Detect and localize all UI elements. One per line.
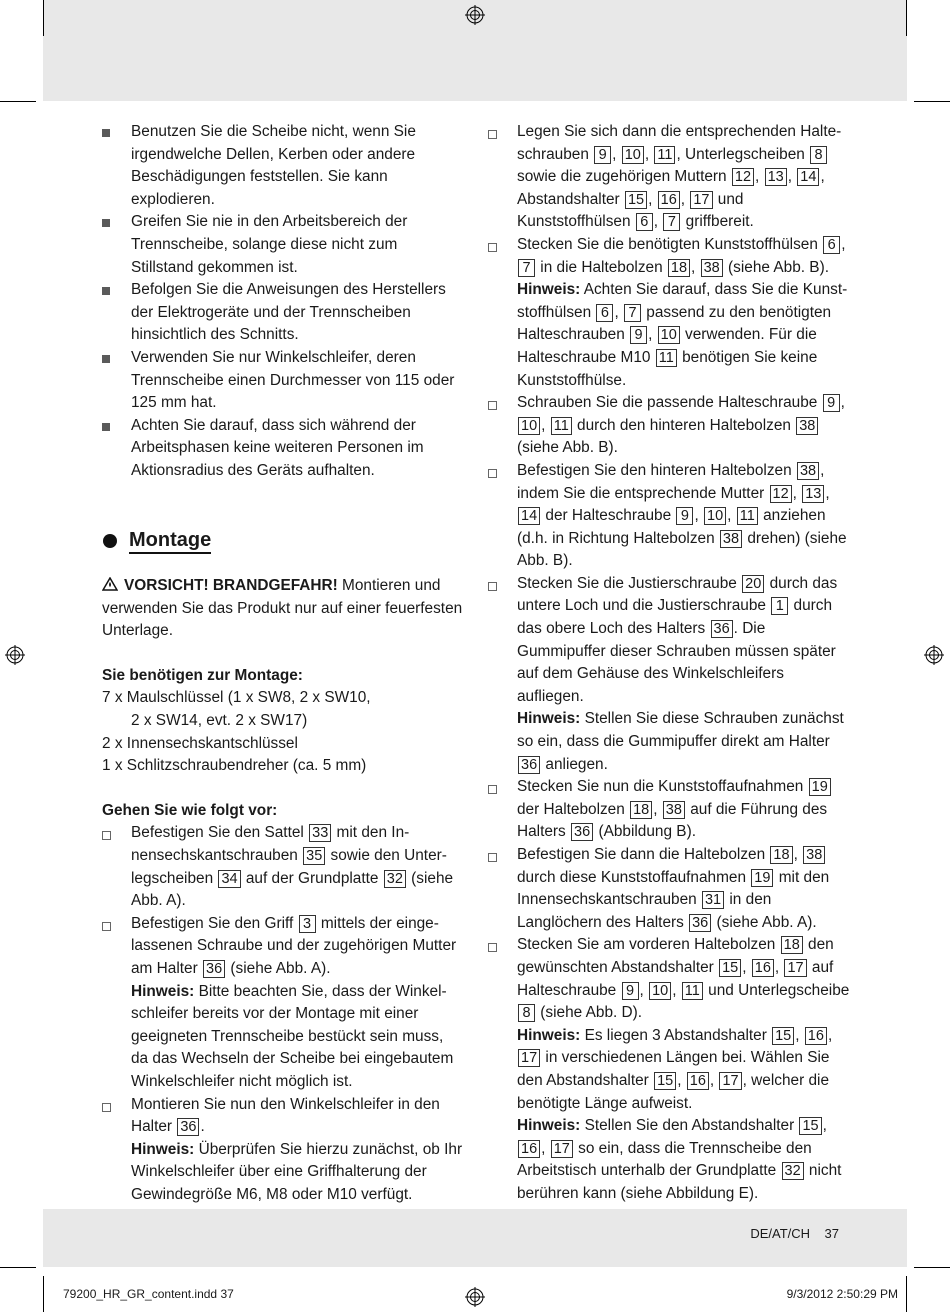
hint-label: Hinweis: — [517, 1117, 581, 1135]
square-bullet-icon — [102, 423, 110, 431]
square-bullet-icon — [102, 129, 110, 137]
crop-mark — [0, 101, 36, 102]
crop-mark — [906, 0, 907, 36]
step-item: Stecken Sie die benötigten Kunststoffhülsen 6 , 7 in die Haltebolzen 18 , 38 (siehe Abb. B). Hinweis: Achten Sie darauf, dass Sie die Kunststoffhülsen 6 , 7 passend zu den benötigten Halteschrauben 9 , 10 verwenden. Für die Halteschraube M10 11 benötigen Sie keine Kunststoffhülse. — [488, 234, 850, 392]
square-bullet-icon — [102, 355, 110, 363]
step-item: Stecken Sie die Justierschraube 20 durch das untere Loch und die Justierschraube 1 durch das obere Loch des Halters 36 . Die Gummipuffer dieser Schrauben müssen später auf dem Gehäuse des Winkelschleifers aufliegen. Hinweis: Stellen Sie diese Schrauben zunächst so ein, dass die Gummipuffer direkt am Halter 36 anliegen. — [488, 573, 850, 776]
step-item: Stecken Sie am vorderen Haltebolzen 18 den gewünschten Abstandshalter 15 , 16 , 17 auf Halteschraube 9 , 10 , 11 und Unterlegscheibe 8 (siehe Abb. D). Hinweis: Es liegen 3 Abstandshalter 15 , 16 , 17 in verschiedenen Längen bei. Wählen Sie den Abstandshalter 15 , 16 , 17 , welcher die benötigte Länge aufweist. Hinweis: Stellen Sie den Abstandshalter 15 , 16 , 17 so ein, dass die Trennscheibe den Arbeitstisch unterhalb der Grundplatte 32 nicht berühren kann (siehe Abbildung E). — [488, 934, 850, 1205]
checkbox-bullet-icon — [102, 922, 111, 931]
checkbox-bullet-icon — [102, 1103, 111, 1112]
hint-label: Hinweis: — [131, 982, 195, 1000]
step-item: Stecken Sie nun die Kunststoffaufnahmen 19 der Haltebolzen 18 , 38 auf die Führung des Halters 36 (Abbildung B). — [488, 776, 850, 844]
safety-item: Greifen Sie nie in den Arbeitsbereich der Trennscheibe, solange diese nicht zum Stillstand gekommen ist. — [102, 211, 464, 279]
step-item: Montieren Sie nun den Winkelschleifer in den Halter 36 . Hinweis: Überprüfen Sie hierzu zunächst, ob Ihr Winkelschleifer über eine Griffhalterung der Gewindegröße M6, M8 oder M10 verfügt. — [102, 1094, 464, 1207]
crop-mark — [914, 1267, 950, 1268]
safety-item: Befolgen Sie die Anweisungen des Herstellers der Elektrogeräte und der Trennscheiben hinsichtlich des Schnitts. — [102, 279, 464, 347]
step-item: Befestigen Sie den hinteren Haltebolzen 38 , indem Sie die entsprechende Mutter 12 , 13 , 14 der Halteschraube 9 , 10 , 11 anziehen (d.h. in Richtung Haltebolzen 38 drehen) (siehe Abb. B). — [488, 460, 850, 573]
step-item: Befestigen Sie den Griff 3 mittels der eingelassenen Schraube und der zugehörigen Mutter am Halter 36 (siehe Abb. A). Hinweis: Bitte beachten Sie, dass der Winkelschleifer bereits vor der Montage mit einer geeigneten Trennscheibe bestückt sein muss, da das Wechseln der Scheibe bei eingebautem Winkelschleifer nicht möglich ist. — [102, 913, 464, 1094]
checkbox-bullet-icon — [488, 785, 497, 794]
left-column — [102, 121, 464, 1207]
square-bullet-icon — [102, 219, 110, 227]
page-footer — [750, 1226, 839, 1241]
step-item: Befestigen Sie den Sattel 33 mit den Innensechskantschrauben 35 sowie den Unterlegscheiben 34 auf der Grundplatte 32 (siehe Abb. A). — [102, 822, 464, 912]
square-bullet-icon — [102, 287, 110, 295]
checkbox-bullet-icon — [488, 853, 497, 862]
needs-line: 7 x Maulschlüssel (1 x SW8, 2 x SW10, — [102, 689, 371, 707]
registration-mark-icon — [465, 1287, 485, 1307]
bullet-dot-icon — [103, 534, 117, 548]
safety-item: Verwenden Sie nur Winkelschleifer, deren Trennscheibe einen Durchmesser von 115 oder 125 mm hat. — [102, 347, 464, 415]
checkbox-bullet-icon — [488, 943, 497, 952]
slug-date: 9/3/2012 2:50:29 PM — [786, 1287, 898, 1301]
checkbox-bullet-icon — [488, 469, 497, 478]
hint-label: Hinweis: — [517, 710, 581, 728]
hint-label: Hinweis: — [517, 1026, 581, 1044]
needs-line: 2 x Innensechskantschlüssel — [102, 734, 298, 752]
steps-title: Gehen Sie wie folgt vor: — [102, 801, 278, 819]
safety-item: Achten Sie darauf, dass sich während der Arbeitsphasen keine weiteren Personen im Aktionsradius des Geräts aufhalten. — [102, 415, 464, 483]
crop-mark — [43, 1276, 44, 1312]
step-item: Befestigen Sie dann die Haltebolzen 18 , 38 durch diese Kunststoffaufnahmen 19 mit den Innensechskantschrauben 31 in den Langlöchern des Halters 36 (siehe Abb. A). — [488, 844, 850, 934]
registration-mark-icon — [465, 5, 485, 25]
registration-mark-icon — [924, 645, 944, 665]
checkbox-bullet-icon — [488, 582, 497, 591]
crop-mark — [0, 1267, 36, 1268]
checkbox-bullet-icon — [102, 831, 111, 840]
checkbox-bullet-icon — [488, 243, 497, 252]
needs-line: 1 x Schlitzschraubendreher (ca. 5 mm) — [102, 757, 367, 775]
needs-line: 2 x SW14, evt. 2 x SW17) — [131, 712, 308, 730]
fire-warning: VORSICHT! BRANDGEFAHR! Montieren und verwenden Sie das Produkt nur auf einer feuerfesten Unterlage. — [102, 577, 463, 640]
warning-triangle-icon — [102, 577, 118, 591]
right-column — [488, 121, 850, 1206]
step-item: Schrauben Sie die passende Halteschraube 9 , 10 , 11 durch den hinteren Haltebolzen 38 (siehe Abb. B). — [488, 392, 850, 460]
section-label: DE/AT/CH — [750, 1226, 811, 1241]
registration-mark-icon — [5, 645, 25, 665]
safety-item: Benutzen Sie die Scheibe nicht, wenn Sie irgendwelche Dellen, Kerben oder andere Beschädigungen feststellen. Sie kann explodieren. — [102, 121, 464, 211]
needs-title: Sie benötigen zur Montage: — [102, 666, 303, 684]
crop-mark — [906, 1276, 907, 1312]
checkbox-bullet-icon — [488, 401, 497, 410]
hint-label: Hinweis: — [517, 281, 581, 299]
step-item: Legen Sie sich dann die entsprechenden Halteschrauben 9 , 10 , 11 , Unterlegscheiben 8 sowie die zugehörigen Muttern 12 , 13 , 14 , Abstandshalter 15 , 16 , 17 und Kunststoffhülsen 6 , 7 griffbereit. — [488, 121, 850, 234]
crop-mark — [914, 101, 950, 102]
checkbox-bullet-icon — [488, 130, 497, 139]
page-number: 37 — [824, 1226, 839, 1241]
section-heading: Montage — [102, 529, 464, 552]
hint-label: Hinweis: — [131, 1140, 195, 1158]
crop-mark — [43, 0, 44, 36]
slug-file: 79200_HR_GR_content.indd 37 — [63, 1287, 234, 1301]
